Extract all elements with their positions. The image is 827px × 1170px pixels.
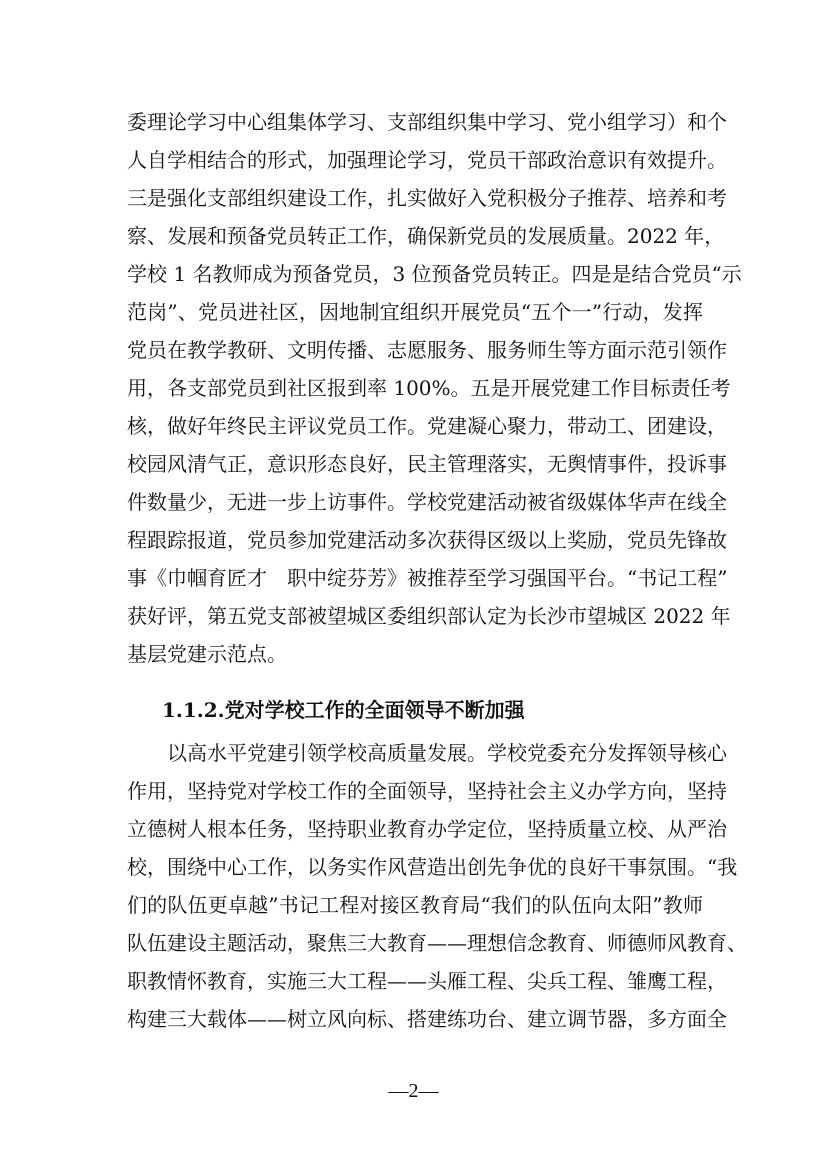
body-text-line: 基层党建示范点。 bbox=[127, 642, 287, 666]
body-text-line: 构建三大载体——树立风向标、搭建练功台、建立调节器，多方面全 bbox=[127, 1007, 727, 1031]
body-text-line: 队伍建设主题活动，聚焦三大教育——理想信念教育、师德师风教育、 bbox=[127, 931, 747, 955]
body-text-line: 党员在教学教研、文明传播、志愿服务、服务师生等方面示范引领作 bbox=[127, 338, 727, 362]
page-number: —2— bbox=[388, 1080, 439, 1102]
body-text-line: 获好评，第五党支部被望城区委组织部认定为长沙市望城区 2022 年 bbox=[127, 604, 731, 628]
body-text-line: 作用，坚持党对学校工作的全面领导，坚持社会主义办学方向，坚持 bbox=[127, 779, 727, 803]
body-text-line: 程跟踪报道，党员参加党建活动多次获得区级以上奖励，党员先锋故 bbox=[127, 528, 727, 552]
body-text-line: 校园风清气正，意识形态良好，民主管理落实，无舆情事件，投诉事 bbox=[127, 452, 727, 476]
body-text-line: 立德树人根本任务，坚持职业教育办学定位，坚持质量立校、从严治 bbox=[127, 817, 727, 841]
body-text-line: 核，做好年终民主评议党员工作。党建凝心聚力，带动工、团建设， bbox=[127, 414, 727, 438]
body-text-line: 用，各支部党员到社区报到率 100%。五是开展党建工作目标责任考 bbox=[127, 376, 731, 400]
body-text-line: 事《巾帼育匠才 职中绽芬芳》被推荐至学习强国平台。“书记工程” bbox=[127, 566, 728, 590]
body-text-line: 以高水平党建引领学校高质量发展。学校党委充分发挥领导核心 bbox=[167, 741, 727, 765]
body-text-line: 范岗”、党员进社区，因地制宜组织开展党员“五个一”行动，发挥 bbox=[127, 300, 703, 324]
body-text-line: 察、发展和预备党员转正工作，确保新党员的发展质量。2022 年， bbox=[127, 224, 725, 248]
body-text-line: 们的队伍更卓越”书记工程对接区教育局“我们的队伍向太阳”教师 bbox=[127, 893, 703, 917]
body-text-line: 校，围绕中心工作，以务实作风营造出创先争优的良好干事氛围。“我 bbox=[127, 855, 738, 879]
body-text-line: 委理论学习中心组集体学习、支部组织集中学习、党小组学习）和个 bbox=[127, 110, 727, 134]
body-text-line: 三是强化支部组织建设工作，扎实做好入党积极分子推荐、培养和考 bbox=[127, 186, 727, 210]
body-text-line: 学校 1 名教师成为预备党员，3 位预备党员转正。四是是结合党员“示 bbox=[127, 262, 742, 286]
body-text-line: 人自学相结合的形式，加强理论学习，党员干部政治意识有效提升。 bbox=[127, 148, 727, 172]
body-text-line: 职教情怀教育，实施三大工程——头雁工程、尖兵工程、雏鹰工程， bbox=[127, 969, 727, 993]
body-text-line: 件数量少，无进一步上访事件。学校党建活动被省级媒体华声在线全 bbox=[127, 490, 727, 514]
section-heading: 1.1.2.党对学校工作的全面领导不断加强 bbox=[162, 698, 525, 722]
